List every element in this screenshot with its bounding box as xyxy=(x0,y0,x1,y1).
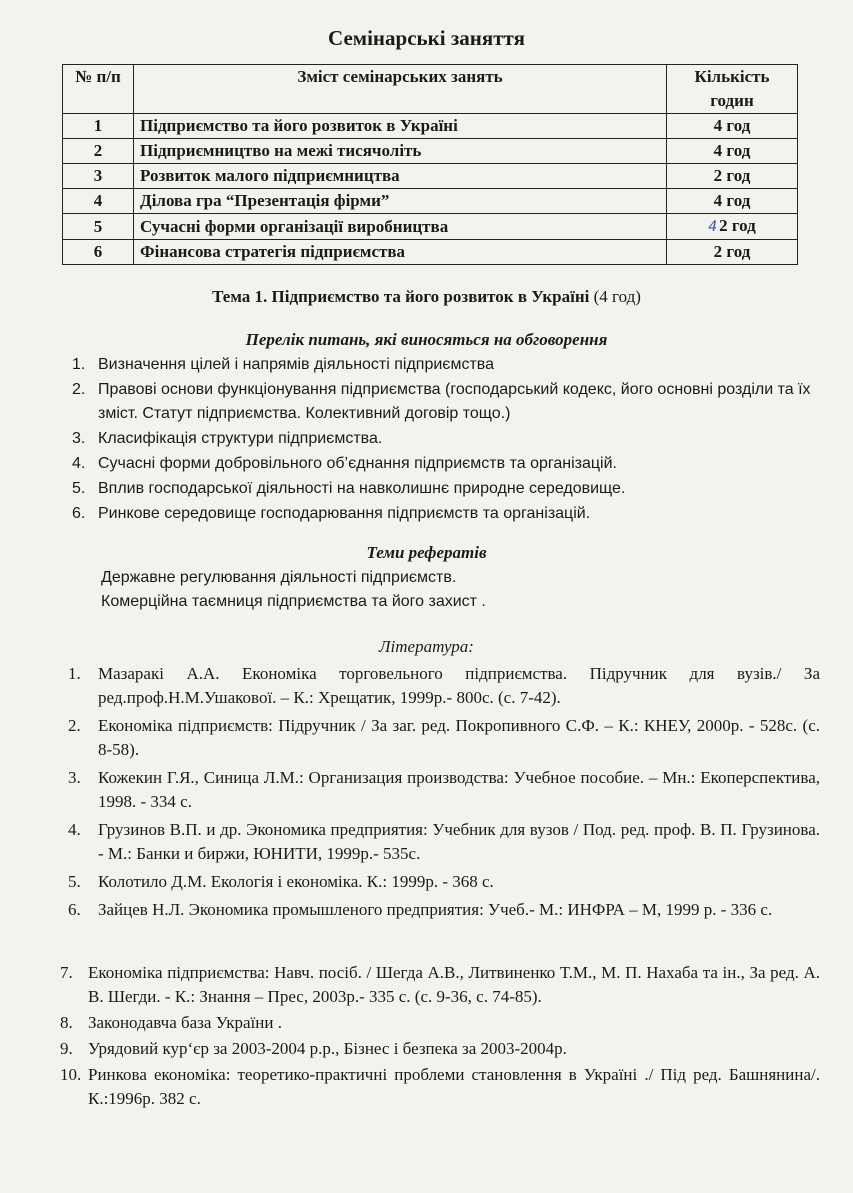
essay-item: Комерційна таємниця підприємства та його захист . xyxy=(101,593,486,610)
row-num: 4 xyxy=(63,189,134,214)
table-row xyxy=(63,164,798,189)
item-text: Класифікація структури підприємства. xyxy=(98,430,383,447)
row-num: 1 xyxy=(63,114,134,139)
essay-item: Державне регулювання діяльності підприємств. xyxy=(101,569,457,586)
item-text: Сучасні форми добровільного об’єднання підприємств та організацій. xyxy=(98,455,617,472)
row-content: Фінансова стратегія підприємства xyxy=(134,240,667,265)
row-content: Ділова гра “Презентація фірми” xyxy=(134,189,667,214)
topic-title: Тема 1. Підприємство та його розвиток в Україні xyxy=(212,287,590,306)
row-hours: 4 год xyxy=(667,139,798,164)
row-content: Підприємство та його розвиток в Україні xyxy=(134,114,667,139)
item-text: Економіка підприємств: Підручник / За заг. ред. Покропивного С.Ф. – К.: КНЕУ, 2000р. - 528с. (с. 8-58). xyxy=(98,716,820,759)
header-content: Зміст семінарських занять xyxy=(134,65,667,114)
item-number: 2. xyxy=(68,716,81,735)
row-hours: 4 год xyxy=(667,114,798,139)
item-text: Урядовий кур‘єр за 2003-2004 р.р., Бізнес і безпека за 2003-2004р. xyxy=(88,1039,567,1058)
list-item xyxy=(60,898,820,922)
item-text: Колотило Д.М. Екологія і економіка. К.: 1999р. - 368 с. xyxy=(98,872,494,891)
essays-heading: Теми рефератів xyxy=(366,543,487,562)
item-number: 6. xyxy=(72,505,86,522)
row-content: Сучасні форми організації виробництва xyxy=(134,214,667,240)
item-number: 9. xyxy=(60,1039,73,1058)
item-text: Грузинов В.П. и др. Экономика предприятия: Учебник для вузов / Под. ред. проф. В. П. Грузинова. - М.: Банки и биржи, ЮНИТИ, 1999р.- 535с. xyxy=(98,820,820,863)
list-item xyxy=(72,427,812,451)
item-text: Вплив господарської діяльності на навколишнє природне середовище. xyxy=(98,480,626,497)
list-item xyxy=(72,477,812,501)
item-text: Зайцев Н.Л. Экономика промышленого предприятия: Учеб.- М.: ИНФРА – М, 1999 р. - 336 с. xyxy=(98,900,773,919)
table-row xyxy=(63,139,798,164)
table-row xyxy=(63,214,798,240)
item-text: Ринкова економіка: теоретико-практичні проблеми становлення в Україні ./ Під ред. Башнянина/. К.:1996р. 382 с. xyxy=(88,1065,820,1108)
row-num: 3 xyxy=(63,164,134,189)
topic-heading xyxy=(0,287,853,307)
header-num: № п/п xyxy=(63,65,134,114)
list-item xyxy=(60,818,820,866)
list-item xyxy=(60,1063,820,1111)
item-number: 5. xyxy=(72,480,86,497)
essays-list xyxy=(101,566,801,614)
item-number: 2. xyxy=(72,381,86,398)
row-num: 6 xyxy=(63,240,134,265)
list-item xyxy=(72,452,812,476)
row-hours xyxy=(667,214,798,240)
item-number: 1. xyxy=(68,664,81,683)
item-text: Визначення цілей і напрямів діяльності підприємства xyxy=(98,356,495,373)
item-number: 5. xyxy=(68,872,81,891)
literature-list xyxy=(60,662,820,922)
seminar-table xyxy=(62,64,798,265)
table-row xyxy=(63,114,798,139)
list-item xyxy=(60,1037,820,1061)
item-text: Правові основи функціонування підприємства (господарський кодекс, його основні розділи та їх зміст. Статут підприємства. Колективний договір тощо.) xyxy=(98,381,811,422)
item-number: 10. xyxy=(60,1065,82,1084)
row-hours-value: 2 год xyxy=(719,216,756,235)
table-row xyxy=(63,189,798,214)
item-text: Законодавча база України . xyxy=(88,1013,282,1032)
item-number: 3. xyxy=(72,430,86,447)
item-text: Мазаракі А.А. Економіка торговельного підприємства. Підручник для вузів./ За ред.проф.Н.М.Ушакової. – К.: Хрещатик, 1999р.- 800с. (с. 7-42). xyxy=(98,664,820,707)
item-number: 8. xyxy=(60,1013,73,1032)
questions-heading: Перелік питань, які виносяться на обговорення xyxy=(245,330,608,349)
item-number: 6. xyxy=(68,900,81,919)
header-hours: Кількість годин xyxy=(667,65,798,114)
list-item xyxy=(60,961,820,1009)
list-item xyxy=(60,766,820,814)
literature-list-continued xyxy=(60,961,820,1111)
row-content: Підприємництво на межі тисячоліть xyxy=(134,139,667,164)
handwritten-note: 4 xyxy=(708,219,718,235)
row-num: 2 xyxy=(63,139,134,164)
list-item xyxy=(72,353,812,377)
item-number: 1. xyxy=(72,356,86,373)
table-header-row xyxy=(63,65,798,114)
list-item xyxy=(60,662,820,710)
row-num: 5 xyxy=(63,214,134,240)
item-text: Кожекин Г.Я., Синица Л.М.: Организация производства: Учебное пособие. – Мн.: Екоперспектива, 1998. - 334 с. xyxy=(98,768,820,811)
row-hours: 4 год xyxy=(667,189,798,214)
row-hours: 2 год xyxy=(667,240,798,265)
literature-heading: Література: xyxy=(379,637,474,656)
list-item xyxy=(72,502,812,526)
table-row xyxy=(63,240,798,265)
item-number: 4. xyxy=(68,820,81,839)
item-number: 4. xyxy=(72,455,86,472)
page-title: Семінарські заняття xyxy=(328,26,525,50)
list-item xyxy=(60,870,820,894)
item-number: 7. xyxy=(60,963,73,982)
item-number: 3. xyxy=(68,768,81,787)
list-item xyxy=(72,378,812,426)
item-text: Ринкове середовище господарювання підприємств та організацій. xyxy=(98,505,591,522)
row-hours: 2 год xyxy=(667,164,798,189)
list-item xyxy=(60,714,820,762)
topic-hours: (4 год) xyxy=(593,287,641,306)
row-content: Розвиток малого підприємництва xyxy=(134,164,667,189)
questions-list xyxy=(72,353,812,527)
item-text: Економіка підприємства: Навч. посіб. / Шегда А.В., Литвиненко Т.М., М. П. Нахаба та ін., За ред. А. В. Шегди. - К.: Знання – Прес, 2003р.- 335 с. (с. 9-36, с. 74-85). xyxy=(88,963,820,1006)
list-item xyxy=(60,1011,820,1035)
